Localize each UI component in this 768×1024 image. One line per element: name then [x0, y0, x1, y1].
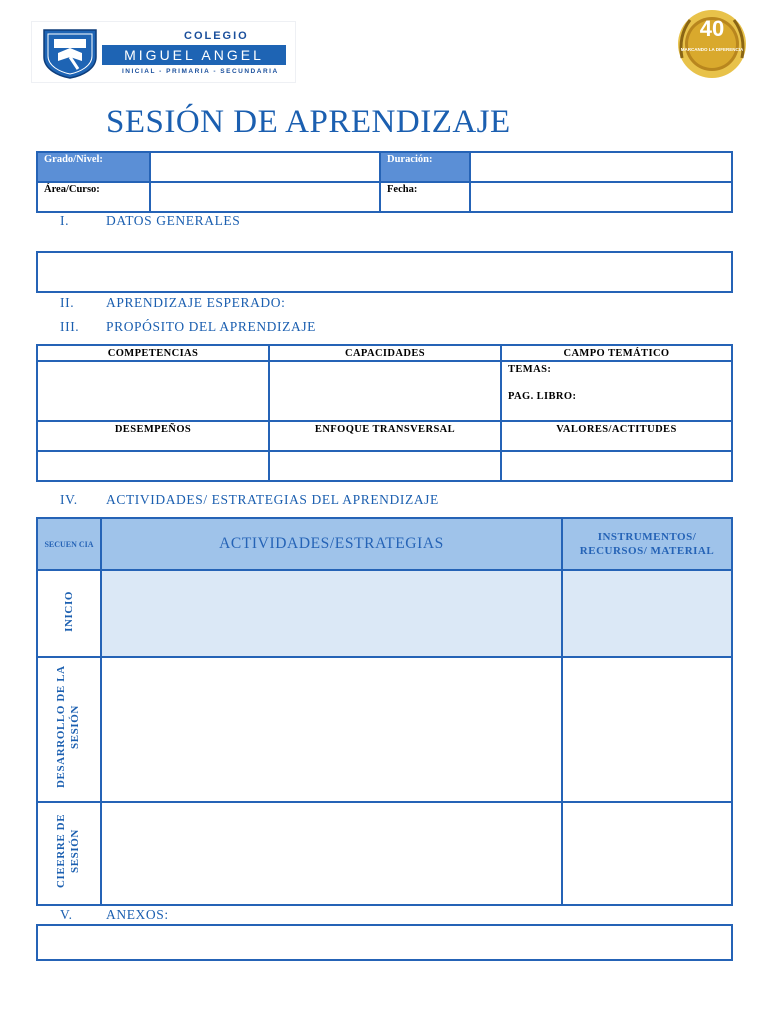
section-label: PROPÓSITO DEL APRENDIZAJE [106, 319, 317, 334]
section-label: APRENDIZAJE ESPERADO: [106, 295, 286, 310]
general-info-table [36, 151, 733, 213]
inicio-instrumentos-cell[interactable] [562, 570, 732, 657]
section-number: V. [60, 907, 73, 922]
campo-tematico-cell[interactable] [501, 361, 732, 421]
valores-header: VALORES/ACTITUDES [501, 421, 732, 451]
instrumentos-header: INSTRUMENTOS/ RECURSOS/ MATERIAL [562, 518, 732, 570]
capacidades-cell[interactable] [269, 361, 501, 421]
competencias-header: COMPETENCIAS [37, 345, 269, 361]
anexos-box[interactable] [36, 924, 733, 961]
inicio-label: INICIO [63, 590, 75, 632]
section-number: III. [60, 319, 80, 334]
section-heading-proposito [60, 319, 316, 335]
grado-field[interactable] [150, 152, 380, 182]
secuencia-header: SECUEN CIA [37, 518, 101, 570]
desarrollo-row-label [37, 657, 101, 802]
cierre-label: CIEERRE DE SESIÓN [55, 813, 81, 889]
section-label: ACTIVIDADES/ ESTRATEGIAS DEL APRENDIZAJE [106, 492, 439, 507]
grado-label: Grado/Nivel: [37, 152, 150, 182]
fecha-field[interactable] [470, 182, 732, 212]
section-label: DATOS GENERALES [106, 213, 241, 228]
page-title: SESIÓN DE APRENDIZAJE [106, 104, 511, 140]
desempenos-header: DESEMPEÑOS [37, 421, 269, 451]
section-heading-datos-generales [60, 213, 240, 229]
desempenos-cell[interactable] [37, 451, 269, 481]
section-heading-actividades [60, 492, 439, 508]
area-field[interactable] [150, 182, 380, 212]
inicio-actividades-cell[interactable] [101, 570, 562, 657]
campo-tematico-header: CAMPO TEMÁTICO [501, 345, 732, 361]
area-label: Área/Curso: [37, 182, 150, 212]
badge-number: 40 [699, 16, 725, 41]
school-logo [31, 21, 296, 83]
section-number: I. [60, 213, 70, 228]
valores-cell[interactable] [501, 451, 732, 481]
actividades-table [36, 517, 733, 906]
cierre-actividades-cell[interactable] [101, 802, 562, 905]
enfoque-cell[interactable] [269, 451, 501, 481]
shield-logo-icon [40, 27, 100, 79]
enfoque-header: ENFOQUE TRANSVERSAL [269, 421, 501, 451]
section-heading-aprendizaje-esperado [60, 295, 285, 311]
cierre-row-label [37, 802, 101, 905]
cierre-instrumentos-cell[interactable] [562, 802, 732, 905]
pag-libro-label: PAG. LIBRO: [508, 391, 577, 402]
capacidades-header: CAPACIDADES [269, 345, 501, 361]
desarrollo-actividades-cell[interactable] [101, 657, 562, 802]
duracion-label: Duración: [380, 152, 470, 182]
competencias-cell[interactable] [37, 361, 269, 421]
duracion-field[interactable] [470, 152, 732, 182]
temas-label: TEMAS: [508, 364, 552, 375]
datos-generales-box[interactable] [36, 251, 733, 293]
actividades-header: ACTIVIDADES/ESTRATEGIAS [101, 518, 562, 570]
inicio-row-label [37, 570, 101, 657]
anniversary-badge [672, 6, 752, 86]
logo-colegio-text: COLEGIO [184, 30, 249, 42]
section-number: IV. [60, 492, 78, 507]
desarrollo-label: DESARROLLO DE LA SESIÓN [55, 665, 81, 789]
section-number: II. [60, 295, 75, 310]
logo-school-name: MIGUEL ANGEL [102, 45, 286, 65]
proposito-table [36, 344, 733, 482]
desarrollo-instrumentos-cell[interactable] [562, 657, 732, 802]
fecha-label: Fecha: [380, 182, 470, 212]
badge-text: MARCANDO LA DIFERENCIA [680, 47, 744, 52]
section-heading-anexos [60, 907, 169, 923]
logo-levels-text: INICIAL - PRIMARIA - SECUNDARIA [122, 68, 279, 75]
section-label: ANEXOS: [106, 907, 169, 922]
